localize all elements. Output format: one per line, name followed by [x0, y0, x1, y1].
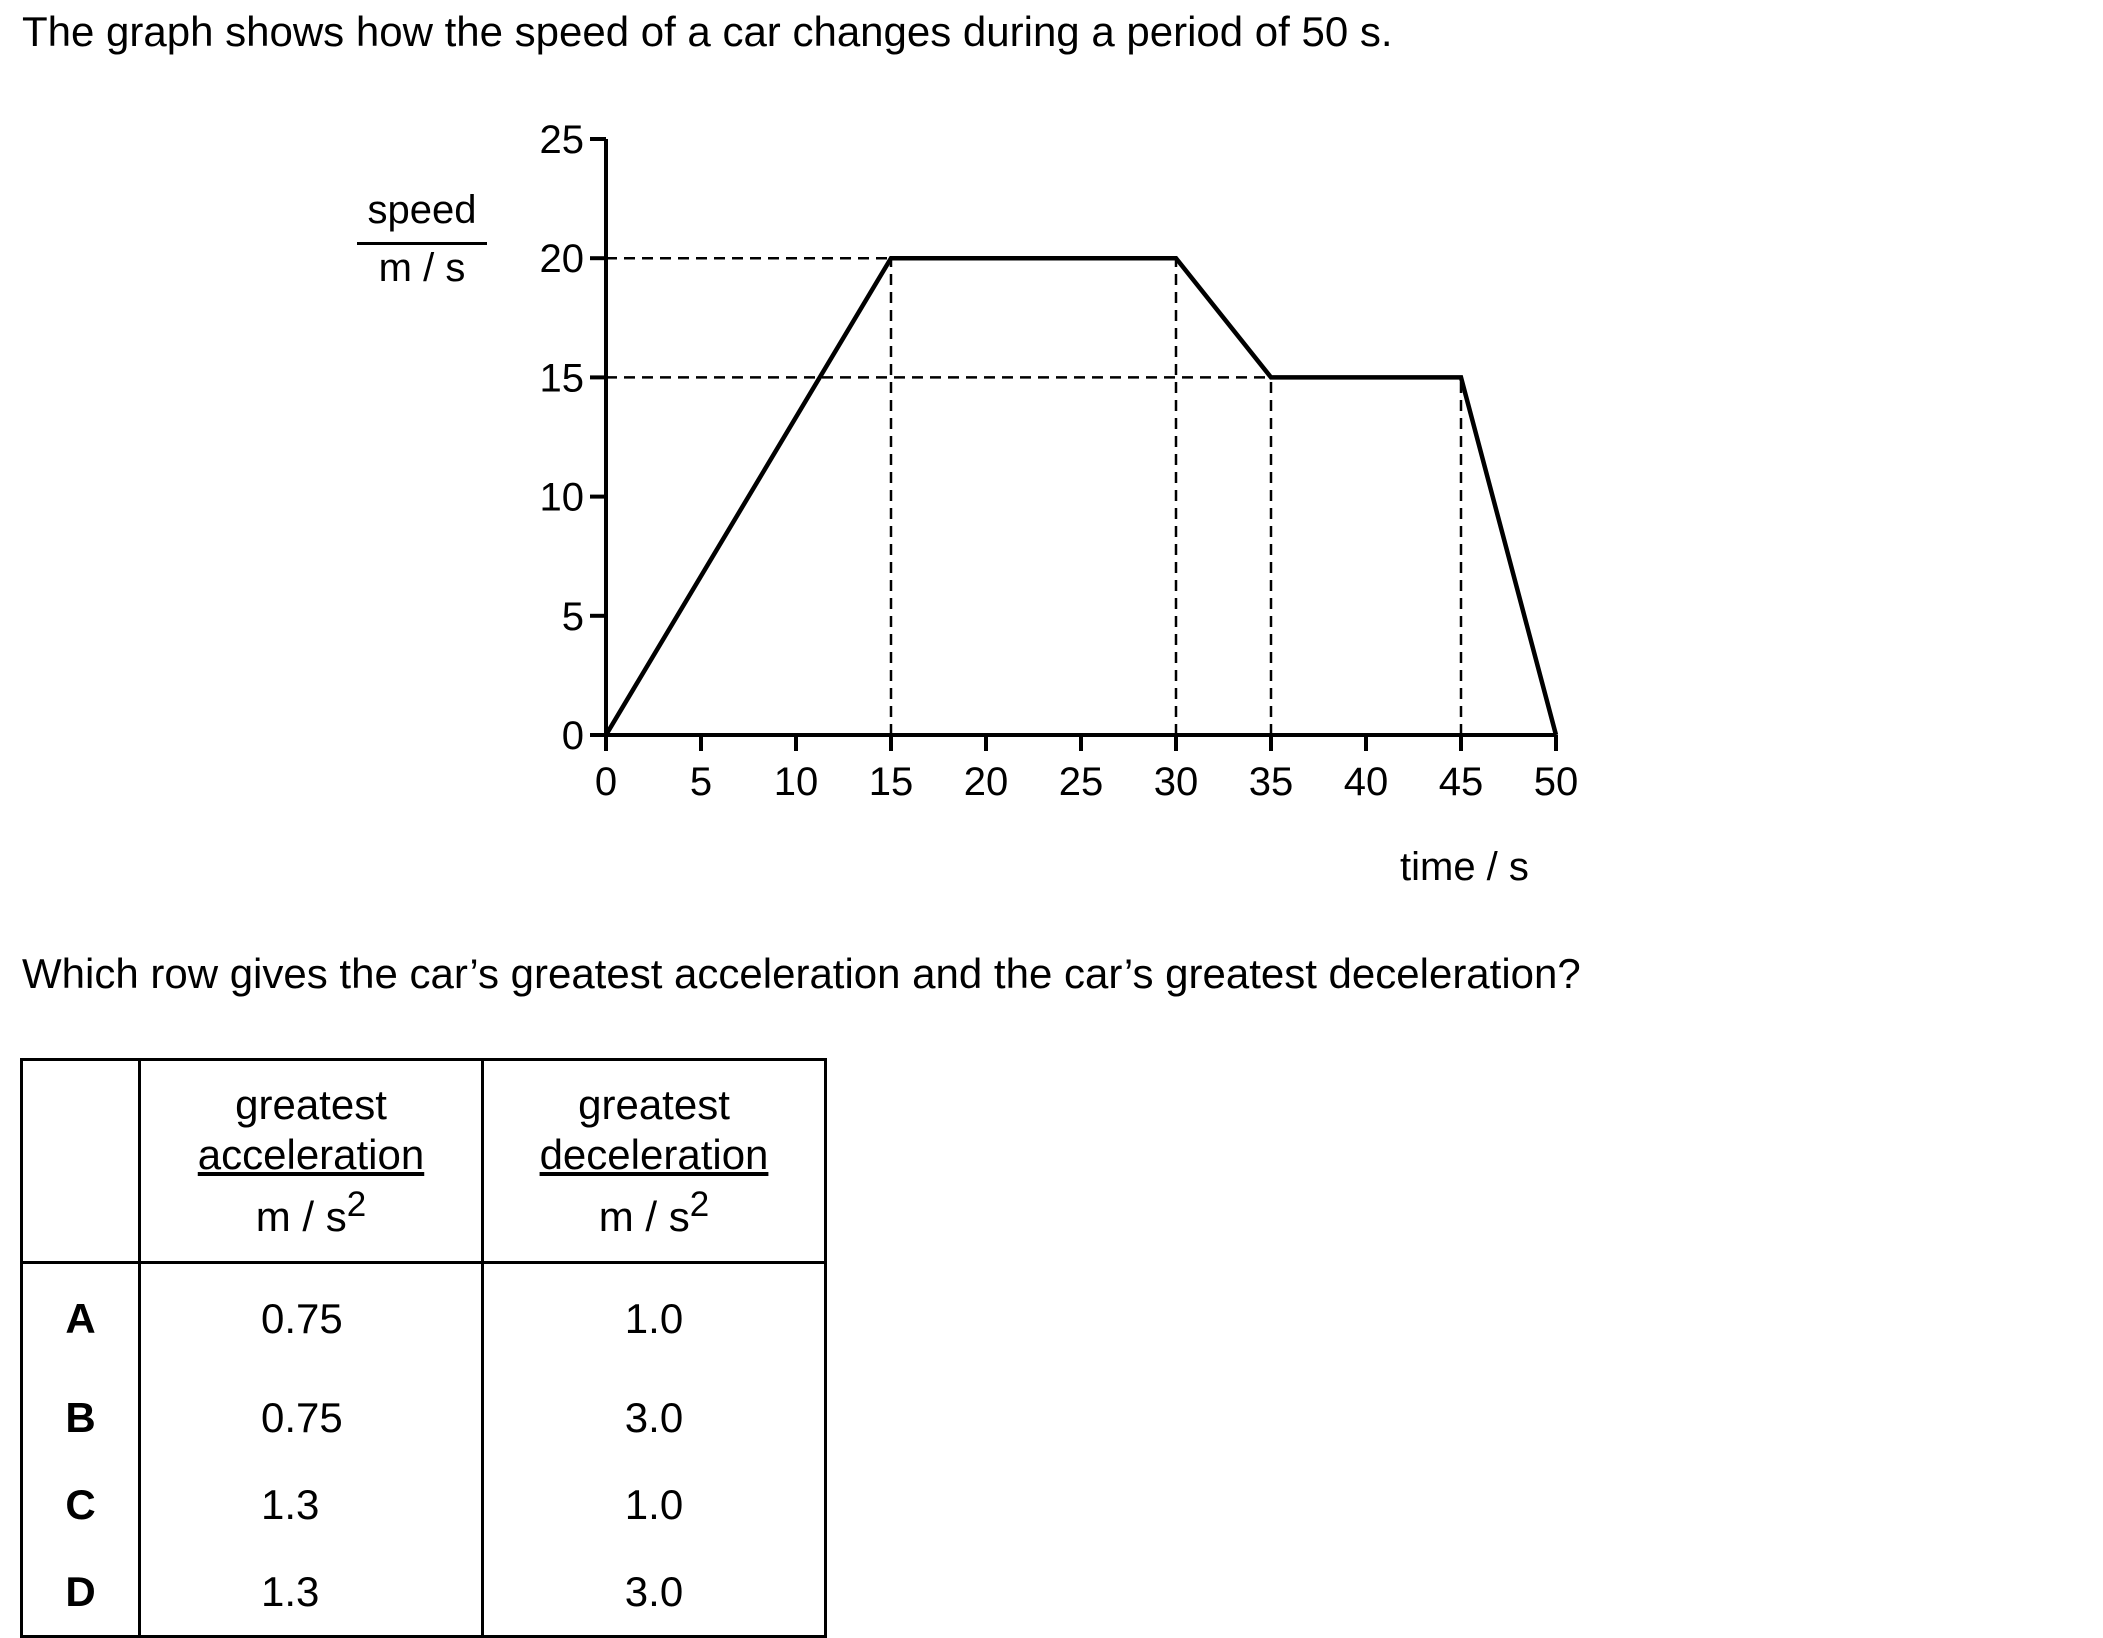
row-key: C	[22, 1461, 140, 1548]
row-acceleration: 1.3	[140, 1461, 483, 1548]
header-key-cell	[22, 1060, 140, 1263]
header-acceleration-unit	[141, 1180, 481, 1242]
answer-table	[20, 1058, 827, 1638]
reference-lines	[606, 258, 1461, 735]
row-acceleration: 0.75	[140, 1374, 483, 1461]
deceleration-unit-power: 2	[690, 1185, 709, 1224]
row-deceleration: 3.0	[483, 1374, 826, 1461]
row-key: B	[22, 1374, 140, 1461]
x-tick-label: 10	[774, 760, 819, 804]
x-tick-label: 30	[1154, 760, 1199, 804]
y-tick-label: 5	[562, 595, 584, 639]
header-acceleration-line2: acceleration	[141, 1130, 481, 1180]
table-row[interactable]	[22, 1461, 826, 1548]
row-key: A	[22, 1263, 140, 1375]
x-tick-label: 45	[1439, 760, 1484, 804]
acceleration-unit-text: m / s	[256, 1193, 347, 1240]
x-tick-label: 20	[964, 760, 1009, 804]
x-tick-label: 5	[690, 760, 712, 804]
x-axis-label: time / s	[1400, 845, 1529, 890]
table-header-row	[22, 1060, 826, 1263]
header-deceleration-unit	[484, 1180, 824, 1242]
y-axis-label-fraction-bar	[357, 242, 487, 245]
y-axis-label-numerator: speed	[352, 188, 492, 233]
y-tick-label: 25	[540, 118, 585, 162]
ticks	[540, 118, 1579, 804]
header-acceleration-line1: greatest	[141, 1080, 481, 1130]
row-acceleration: 0.75	[140, 1263, 483, 1375]
series	[606, 258, 1556, 735]
speed-series-line	[606, 258, 1556, 735]
table-row[interactable]	[22, 1374, 826, 1461]
x-tick-label: 40	[1344, 760, 1389, 804]
intro-text: The graph shows how the speed of a car changes during a period of 50 s.	[22, 8, 1393, 56]
row-deceleration: 1.0	[483, 1461, 826, 1548]
acceleration-unit-power: 2	[347, 1185, 366, 1224]
row-deceleration: 1.0	[483, 1263, 826, 1375]
header-acceleration	[140, 1060, 483, 1263]
x-tick-label: 50	[1534, 760, 1579, 804]
row-acceleration: 1.3	[140, 1548, 483, 1637]
y-axis-label-denominator: m / s	[352, 246, 492, 291]
y-tick-label: 0	[562, 714, 584, 758]
table-row[interactable]	[22, 1548, 826, 1637]
x-tick-label: 15	[869, 760, 914, 804]
x-tick-label: 35	[1249, 760, 1294, 804]
header-deceleration-line1: greatest	[484, 1080, 824, 1130]
x-tick-label: 25	[1059, 760, 1104, 804]
axes	[606, 139, 1556, 735]
table-row[interactable]	[22, 1263, 826, 1375]
deceleration-unit-text: m / s	[599, 1193, 690, 1240]
header-deceleration	[483, 1060, 826, 1263]
y-tick-label: 15	[540, 356, 585, 400]
x-tick-label: 0	[595, 760, 617, 804]
y-tick-label: 10	[540, 476, 585, 520]
y-tick-label: 20	[540, 237, 585, 281]
row-deceleration: 3.0	[483, 1548, 826, 1637]
question-text: Which row gives the car’s greatest acceleration and the car’s greatest deceleration?	[22, 950, 1581, 998]
header-deceleration-line2: deceleration	[484, 1130, 824, 1180]
row-key: D	[22, 1548, 140, 1637]
